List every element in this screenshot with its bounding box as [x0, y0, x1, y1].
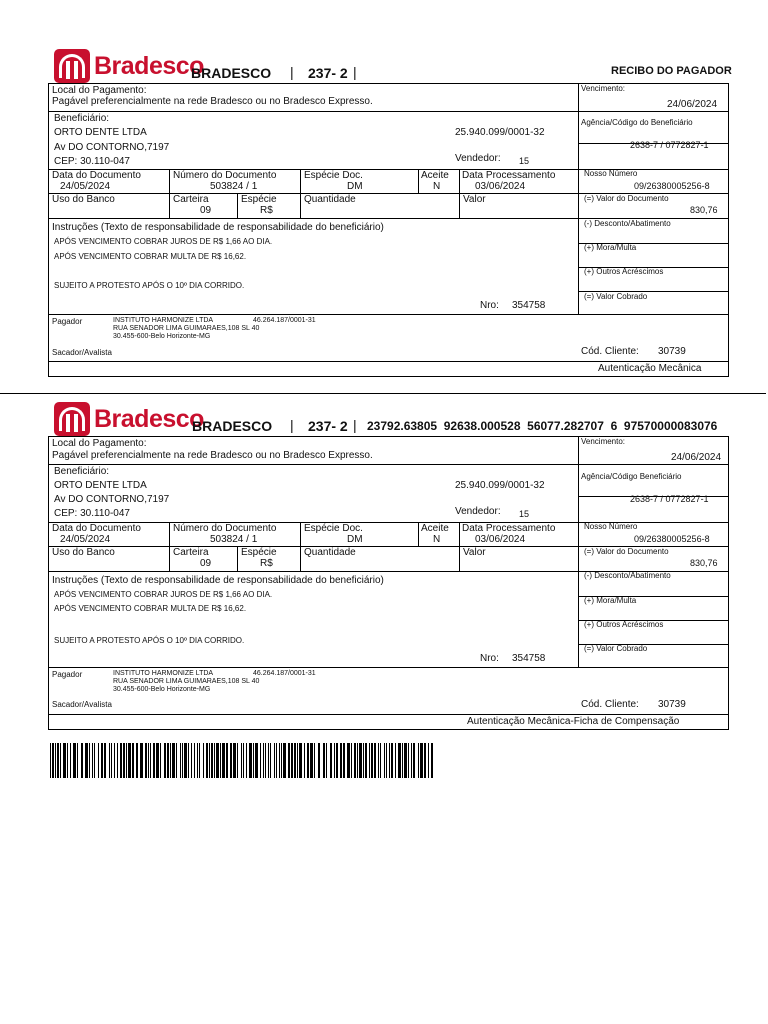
header-separator: |: [353, 417, 357, 433]
carteira-label: Carteira: [173, 547, 209, 558]
bank-code: 237- 2: [308, 65, 348, 81]
especie-value: R$: [260, 205, 273, 216]
bradesco-logo: [54, 402, 204, 436]
bradesco-logo: [54, 49, 204, 83]
carteira-value: 09: [200, 205, 212, 216]
quantidade-label: Quantidade: [304, 194, 356, 205]
carteira-value: 09: [200, 558, 212, 569]
mora-multa-label: (+) Mora/Multa: [584, 243, 637, 252]
beneficiario-label: Beneficiário:: [54, 113, 110, 124]
autenticacao-ficha: Autenticação Mecânica-Ficha de Compensação: [467, 716, 680, 727]
carteira-label: Carteira: [173, 194, 209, 205]
local-value: Pagável preferencialmente na rede Bradesco ou no Bradesco Expresso.: [52, 96, 373, 107]
data-documento-value: 24/05/2024: [60, 534, 111, 545]
vencimento-label: Vencimento:: [581, 84, 626, 93]
nro-value: 354758: [512, 300, 546, 311]
instrucao-juros: APÓS VENCIMENTO COBRAR JUROS DE R$ 1,66 AO DIA.: [54, 590, 273, 599]
data-processamento-label: Data Processamento: [462, 523, 556, 534]
valor-documento-label: (=) Valor do Documento: [584, 194, 669, 203]
especie-doc-value: DM: [347, 534, 363, 545]
numero-documento-label: Número do Documento: [173, 170, 277, 181]
data-documento-value: 24/05/2024: [60, 181, 111, 192]
pagador-name: INSTITUTO HARMONIZE LTDA: [113, 317, 214, 324]
nro-value: 354758: [512, 653, 546, 664]
cod-cliente-value: 30739: [658, 346, 686, 357]
especie-doc-label: Espécie Doc.: [304, 170, 363, 181]
aceite-label: Aceite: [421, 170, 449, 181]
aceite-label: Aceite: [421, 523, 449, 534]
recibo-title: RECIBO DO PAGADOR: [611, 65, 732, 77]
vendedor-label: Vendedor:: [455, 153, 501, 164]
numero-documento-value: 503824 / 1: [210, 534, 258, 545]
pagador-cnpj: 46.264.187/0001-31: [253, 670, 316, 677]
beneficiario-label: Beneficiário:: [54, 466, 110, 477]
beneficiario-address: Av DO CONTORNO,7197: [54, 142, 170, 153]
agencia-label: Agência/Código do Beneficiário: [581, 118, 693, 127]
agencia-value: 2638-7 / 0772827-1: [630, 494, 709, 504]
sacador-label: Sacador/Avalista: [52, 700, 112, 709]
vencimento-value: 24/06/2024: [671, 452, 722, 463]
local-label: Local do Pagamento:: [52, 85, 147, 96]
mora-multa-label: (+) Mora/Multa: [584, 596, 637, 605]
pagador-address: RUA SENADOR LIMA GUIMARAES,108 SL 40: [113, 678, 260, 685]
bank-name: BRADESCO: [191, 65, 272, 81]
uso-banco-label: Uso do Banco: [52, 194, 115, 205]
beneficiario-cnpj: 25.940.099/0001-32: [455, 480, 545, 491]
outros-acrescimos-label: (+) Outros Acréscimos: [584, 620, 664, 629]
vendedor-label: Vendedor:: [455, 506, 501, 517]
data-documento-label: Data do Documento: [52, 523, 141, 534]
valor-label: Valor: [463, 547, 486, 558]
barcode: [50, 743, 436, 778]
especie-doc-value: DM: [347, 181, 363, 192]
outros-acrescimos-label: (+) Outros Acréscimos: [584, 267, 664, 276]
nosso-numero-label: Nosso Número: [584, 522, 638, 531]
especie-label: Espécie: [241, 547, 277, 558]
brand-name: Bradesco: [94, 51, 204, 80]
beneficiario-cnpj: 25.940.099/0001-32: [455, 127, 545, 138]
brand-name: Bradesco: [94, 404, 204, 433]
valor-cobrado-label: (=) Valor Cobrado: [584, 292, 648, 301]
especie-value: R$: [260, 558, 273, 569]
beneficiario-cep: CEP: 30.110-047: [54, 508, 130, 519]
uso-banco-label: Uso do Banco: [52, 547, 115, 558]
cod-cliente-value: 30739: [658, 699, 686, 710]
autenticacao-mecanica: Autenticação Mecânica: [598, 363, 702, 374]
vencimento-label: Vencimento:: [581, 437, 626, 446]
cod-cliente-label: Cód. Cliente:: [581, 699, 639, 710]
cod-cliente-label: Cód. Cliente:: [581, 346, 639, 357]
instrucao-multa: APÓS VENCIMENTO COBRAR MULTA DE R$ 16,62.: [54, 252, 247, 261]
sacador-label: Sacador/Avalista: [52, 348, 112, 357]
aceite-value: N: [433, 181, 441, 192]
beneficiario-cep: CEP: 30.110-047: [54, 156, 130, 167]
beneficiario-address: Av DO CONTORNO,7197: [54, 494, 170, 505]
pagador-cnpj: 46.264.187/0001-31: [253, 317, 316, 324]
pagador-label: Pagador: [52, 670, 83, 679]
pagador-address: RUA SENADOR LIMA GUIMARAES,108 SL 40: [113, 325, 260, 332]
local-value: Pagável preferencialmente na rede Bradesco ou no Bradesco Expresso.: [52, 450, 373, 461]
desconto-label: (-) Desconto/Abatimento: [584, 571, 671, 580]
data-processamento-value: 03/06/2024: [475, 534, 526, 545]
nosso-numero-label: Nosso Número: [584, 169, 638, 178]
pagador-label: Pagador: [52, 317, 83, 326]
bank-name: BRADESCO: [192, 418, 273, 434]
vencimento-value: 24/06/2024: [667, 99, 718, 110]
nosso-numero-value: 09/26380005256-8: [634, 181, 710, 191]
bradesco-tree-icon: [54, 402, 90, 436]
quantidade-label: Quantidade: [304, 547, 356, 558]
instrucoes-label: Instruções (Texto de responsabilidade de responsabilidade do beneficiário): [52, 575, 384, 586]
valor-documento-value: 830,76: [690, 205, 718, 215]
pagador-city: 30.455-600-Belo Horizonte-MG: [113, 333, 211, 340]
numero-documento-value: 503824 / 1: [210, 181, 258, 192]
agencia-label: Agência/Código Beneficiário: [581, 472, 682, 481]
instrucao-multa: APÓS VENCIMENTO COBRAR MULTA DE R$ 16,62.: [54, 604, 247, 613]
especie-label: Espécie: [241, 194, 277, 205]
bank-code: 237- 2: [308, 418, 348, 434]
nro-label: Nro:: [480, 300, 499, 311]
instrucao-juros: APÓS VENCIMENTO COBRAR JUROS DE R$ 1,66 AO DIA.: [54, 237, 273, 246]
bradesco-tree-icon: [54, 49, 90, 83]
vendedor-value: 15: [519, 156, 530, 166]
cut-line: [0, 393, 766, 394]
beneficiario-name: ORTO DENTE LTDA: [54, 480, 147, 491]
valor-label: Valor: [463, 194, 486, 205]
local-label: Local do Pagamento:: [52, 438, 147, 449]
header-separator: |: [290, 64, 294, 80]
agencia-value: 2638-7 / 0772827-1: [630, 140, 709, 150]
nosso-numero-value: 09/26380005256-8: [634, 534, 710, 544]
pagador-city: 30.455-600-Belo Horizonte-MG: [113, 686, 211, 693]
header-separator: |: [290, 417, 294, 433]
desconto-label: (-) Desconto/Abatimento: [584, 219, 671, 228]
pagador-name: INSTITUTO HARMONIZE LTDA: [113, 670, 214, 677]
nro-label: Nro:: [480, 653, 499, 664]
barcode-bar: [433, 743, 434, 778]
header-separator: |: [353, 64, 357, 80]
linha-digitavel: 23792.63805 92638.000528 56077.282707 6 97570000083076: [367, 419, 718, 433]
data-processamento-label: Data Processamento: [462, 170, 556, 181]
instrucoes-label: Instruções (Texto de responsabilidade de responsabilidade do beneficiário): [52, 222, 384, 233]
instrucao-protesto: SUJEITO A PROTESTO APÓS O 10º DIA CORRIDO.: [54, 281, 245, 290]
valor-documento-label: (=) Valor do Documento: [584, 547, 669, 556]
numero-documento-label: Número do Documento: [173, 523, 277, 534]
vendedor-value: 15: [519, 509, 530, 519]
especie-doc-label: Espécie Doc.: [304, 523, 363, 534]
instrucao-protesto: SUJEITO A PROTESTO APÓS O 10º DIA CORRIDO.: [54, 636, 245, 645]
aceite-value: N: [433, 534, 441, 545]
data-processamento-value: 03/06/2024: [475, 181, 526, 192]
valor-cobrado-label: (=) Valor Cobrado: [584, 644, 648, 653]
data-documento-label: Data do Documento: [52, 170, 141, 181]
valor-documento-value: 830,76: [690, 558, 718, 568]
beneficiario-name: ORTO DENTE LTDA: [54, 127, 147, 138]
